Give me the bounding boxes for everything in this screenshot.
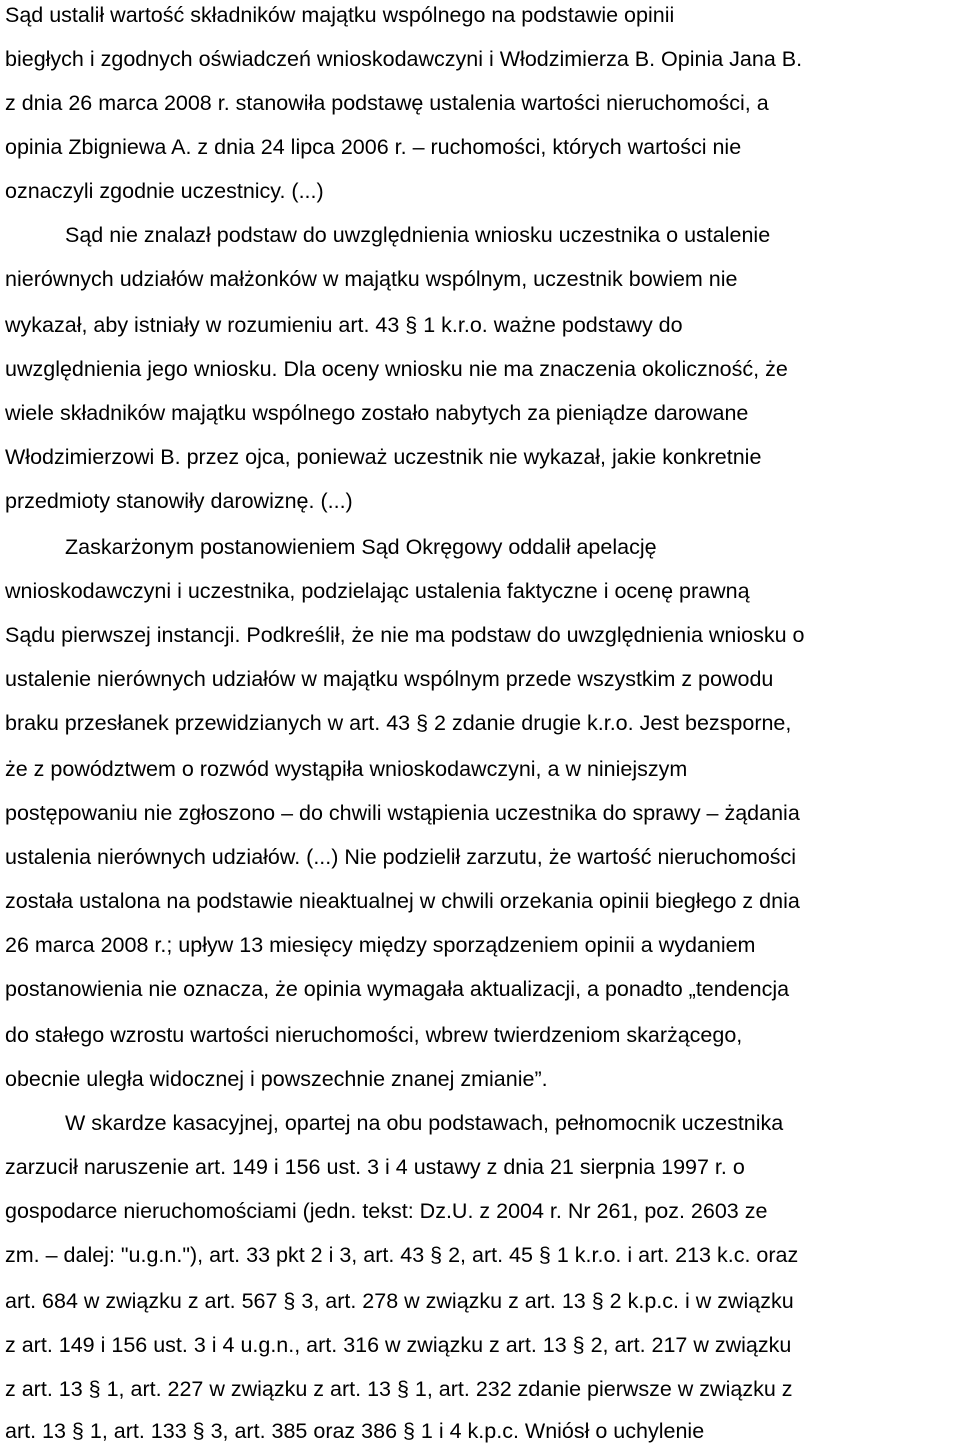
text-line: braku przesłanek przewidzianych w art. 43 § 2 zdanie drugie k.r.o. Jest bezsporne, [5,711,792,735]
text-line: Sądu pierwszej instancji. Podkreślił, że nie ma podstaw do uwzględnienia wniosku o [5,623,805,647]
paragraph-start-line: W skardze kasacyjnej, opartej na obu podstawach, pełnomocnik uczestnika [65,1111,784,1135]
text-line: obecnie uległa widocznej i powszechnie znanej zmianie”. [5,1067,548,1091]
text-line: z art. 149 i 156 ust. 3 i 4 u.g.n., art. 316 w związku z art. 13 § 2, art. 217 w związku [5,1333,792,1357]
text-line: zarzucił naruszenie art. 149 i 156 ust. 3 i 4 ustawy z dnia 21 sierpnia 1997 r. o [5,1155,745,1179]
text-line: ustalenie nierównych udziałów w majątku wspólnym przede wszystkim z powodu [5,667,774,691]
text-line: do stałego wzrostu wartości nieruchomości, wbrew twierdzeniom skarżącego, [5,1023,743,1047]
text-line: przedmioty stanowiły darowiznę. (...) [5,489,353,513]
text-line: postanowienia nie oznacza, że opinia wymagała aktualizacji, a ponadto „tendencja [5,977,790,1001]
text-line: ustalenia nierównych udziałów. (...) Nie podzielił zarzutu, że wartość nieruchomości [5,845,797,869]
text-line: że z powództwem o rozwód wystąpiła wnioskodawczyni, a w niniejszym [5,757,688,781]
text-line: 26 marca 2008 r.; upływ 13 miesięcy między sporządzeniem opinii a wydaniem [5,933,756,957]
text-line: opinia Zbigniewa A. z dnia 24 lipca 2006 r. – ruchomości, których wartości nie [5,135,742,159]
paragraph-start-line: Zaskarżonym postanowieniem Sąd Okręgowy oddalił apelację [65,535,657,559]
text-line: z art. 13 § 1, art. 227 w związku z art. 13 § 1, art. 232 zdanie pierwsze w związku z [5,1377,793,1401]
text-line: gospodarce nieruchomościami (jedn. tekst: Dz.U. z 2004 r. Nr 261, poz. 2603 ze [5,1199,768,1223]
text-line: uwzględnienia jego wniosku. Dla oceny wniosku nie ma znaczenia okoliczność, że [5,357,788,381]
text-line: oznaczyli zgodnie uczestnicy. (...) [5,179,324,203]
text-line: Sąd ustalił wartość składników majątku wspólnego na podstawie opinii [5,3,675,27]
text-line: zm. – dalej: "u.g.n."), art. 33 pkt 2 i 3, art. 43 § 2, art. 45 § 1 k.r.o. i art. 213 k.c. oraz [5,1243,799,1267]
text-line: Włodzimierzowi B. przez ojca, ponieważ uczestnik nie wykazał, jakie konkretnie [5,445,762,469]
text-line: z dnia 26 marca 2008 r. stanowiła podstawę ustalenia wartości nieruchomości, a [5,91,769,115]
text-line: postępowaniu nie zgłoszono – do chwili wstąpienia uczestnika do sprawy – żądania [5,801,800,825]
text-line: wykazał, aby istniały w rozumieniu art. 43 § 1 k.r.o. ważne podstawy do [5,313,683,337]
paragraph-start-line: Sąd nie znalazł podstaw do uwzględnienia wniosku uczestnika o ustalenie [65,223,771,247]
text-line: nierównych udziałów małżonków w majątku wspólnym, uczestnik bowiem nie [5,267,738,291]
text-line: art. 13 § 1, art. 133 § 3, art. 385 oraz 386 § 1 i 4 k.p.c. Wniósł o uchylenie [5,1419,705,1443]
text-line: została ustalona na podstawie nieaktualnej w chwili orzekania opinii biegłego z dnia [5,889,800,913]
text-line: wiele składników majątku wspólnego zostało nabytych za pieniądze darowane [5,401,749,425]
text-line: biegłych i zgodnych oświadczeń wnioskodawczyni i Włodzimierza B. Opinia Jana B. [5,47,803,71]
text-line: art. 684 w związku z art. 567 § 3, art. 278 w związku z art. 13 § 2 k.p.c. i w związku [5,1289,794,1313]
text-line: wnioskodawczyni i uczestnika, podzielając ustalenia faktyczne i ocenę prawną [5,579,750,603]
